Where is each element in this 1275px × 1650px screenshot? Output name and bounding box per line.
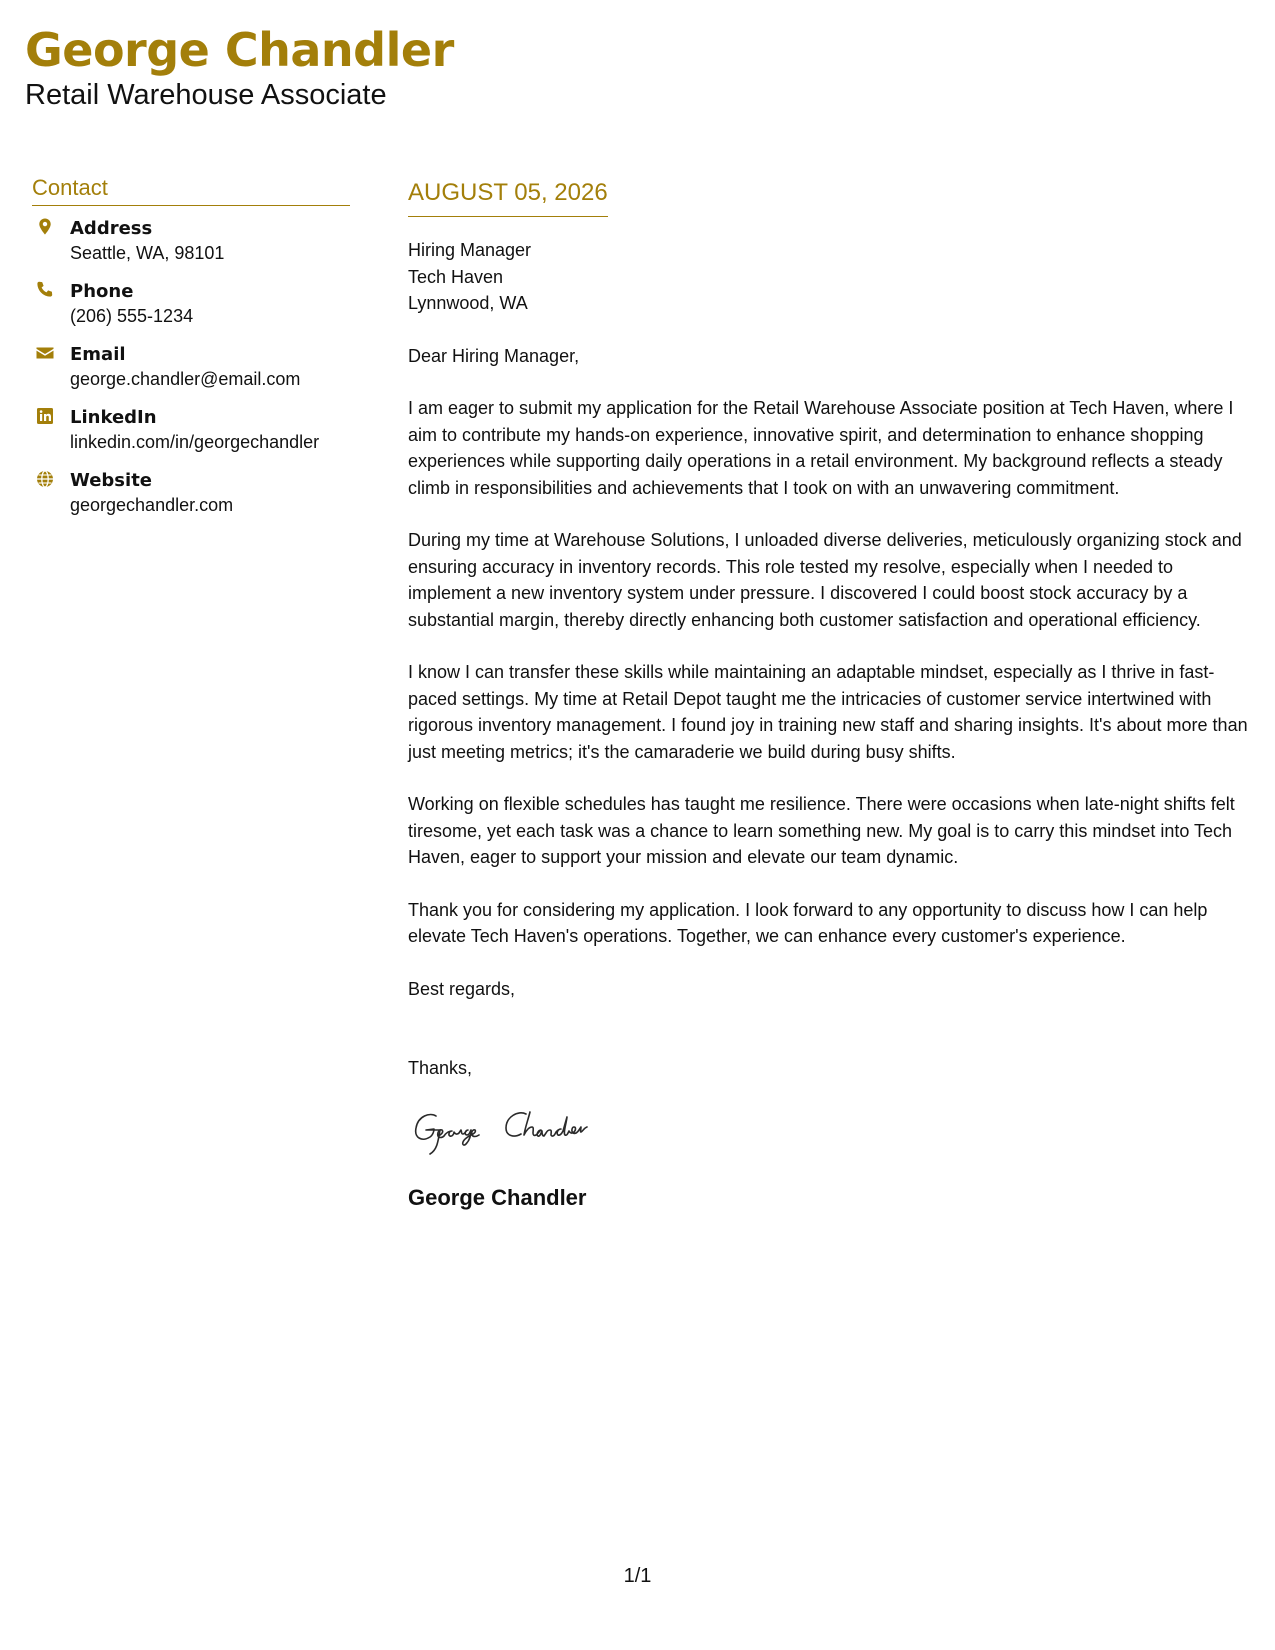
recipient-line: Lynnwood, WA: [408, 293, 528, 313]
contact-value: georgechandler.com: [70, 495, 234, 515]
contact-value: (206) 555-1234: [70, 306, 194, 326]
contact-item-linkedin: [32, 405, 350, 455]
letter-header: [25, 22, 454, 112]
globe-icon: [35, 469, 55, 489]
applicant-job-title: Retail Warehouse Associate: [25, 79, 387, 111]
body-paragraph: Thank you for considering my application. I look forward to any opportunity to discuss how I can help elevate Tech Haven's operations. Together, we can enhance every customer's experience.: [408, 899, 1208, 946]
contact-item-email: [32, 342, 350, 392]
applicant-name: George Chandler: [25, 23, 454, 77]
contact-sidebar: [32, 174, 350, 531]
closing: Best regards,: [408, 978, 516, 999]
contact-label: Email: [70, 344, 126, 365]
contact-item-website: [32, 468, 350, 518]
contact-value: Seattle, WA, 98101: [70, 243, 225, 263]
signed-name: George Chandler: [408, 1184, 587, 1210]
contact-value: george.chandler@email.com: [70, 369, 301, 389]
map-pin-icon: [35, 217, 55, 237]
body-paragraph: During my time at Warehouse Solutions, I unloaded diverse deliveries, meticulously organizing stock and ensuring accuracy in inventory records. This role tested my resolve, especially when I needed to implement a new inventory system under pressure. I discovered I could boost stock accuracy by a substantial margin, thereby directly enhancing both customer satisfaction and operational efficiency.: [408, 530, 1242, 630]
contact-label: Address: [70, 218, 153, 239]
contact-item-address: [32, 216, 350, 266]
page-number: 1/1: [623, 1565, 652, 1587]
contact-label: Website: [70, 470, 153, 491]
body-paragraph: Working on flexible schedules has taught me resilience. There were occasions when late-night shifts felt tiresome, yet each task was a chance to learn something new. My goal is to carry this mindset into Tech Haven, eager to support your mission and elevate our team dynamic.: [408, 794, 1235, 867]
recipient-line: Tech Haven: [408, 266, 504, 287]
contact-label: LinkedIn: [70, 407, 157, 428]
contact-value: linkedin.com/in/georgechandler: [70, 432, 320, 452]
contact-item-phone: [32, 279, 350, 329]
body-paragraph: I know I can transfer these skills while maintaining an adaptable mindset, especially as I thrive in fast-paced settings. My time at Retail Depot taught me the intricacies of customer service intertwined with rigorous inventory management. I found joy in training new staff and sharing insights. It's about more than just meeting metrics; it's the camaraderie we build during busy shifts.: [408, 662, 1248, 762]
envelope-icon: [35, 343, 55, 363]
body-paragraph: I am eager to submit my application for the Retail Warehouse Associate position at Tech Haven, where I aim to contribute my hands-on experience, innovative spirit, and determination to enhance shopping experiences while supporting daily operations in a retail environment. My background reflects a steady climb in responsibilities and achievements that I took on with an unwavering commitment.: [408, 398, 1234, 498]
recipient-line: Hiring Manager: [408, 240, 532, 260]
salutation: Dear Hiring Manager,: [408, 345, 580, 366]
linkedin-icon: [35, 406, 55, 426]
letter-date: AUGUST 05, 2026: [408, 178, 608, 217]
handwritten-signature: [408, 1100, 668, 1160]
contact-heading: Contact: [32, 174, 350, 206]
phone-icon: [35, 280, 55, 300]
recipient-block: [408, 237, 1253, 317]
thanks-line: Thanks,: [408, 1058, 473, 1078]
letter-body: [408, 178, 1253, 1212]
contact-label: Phone: [70, 281, 134, 302]
